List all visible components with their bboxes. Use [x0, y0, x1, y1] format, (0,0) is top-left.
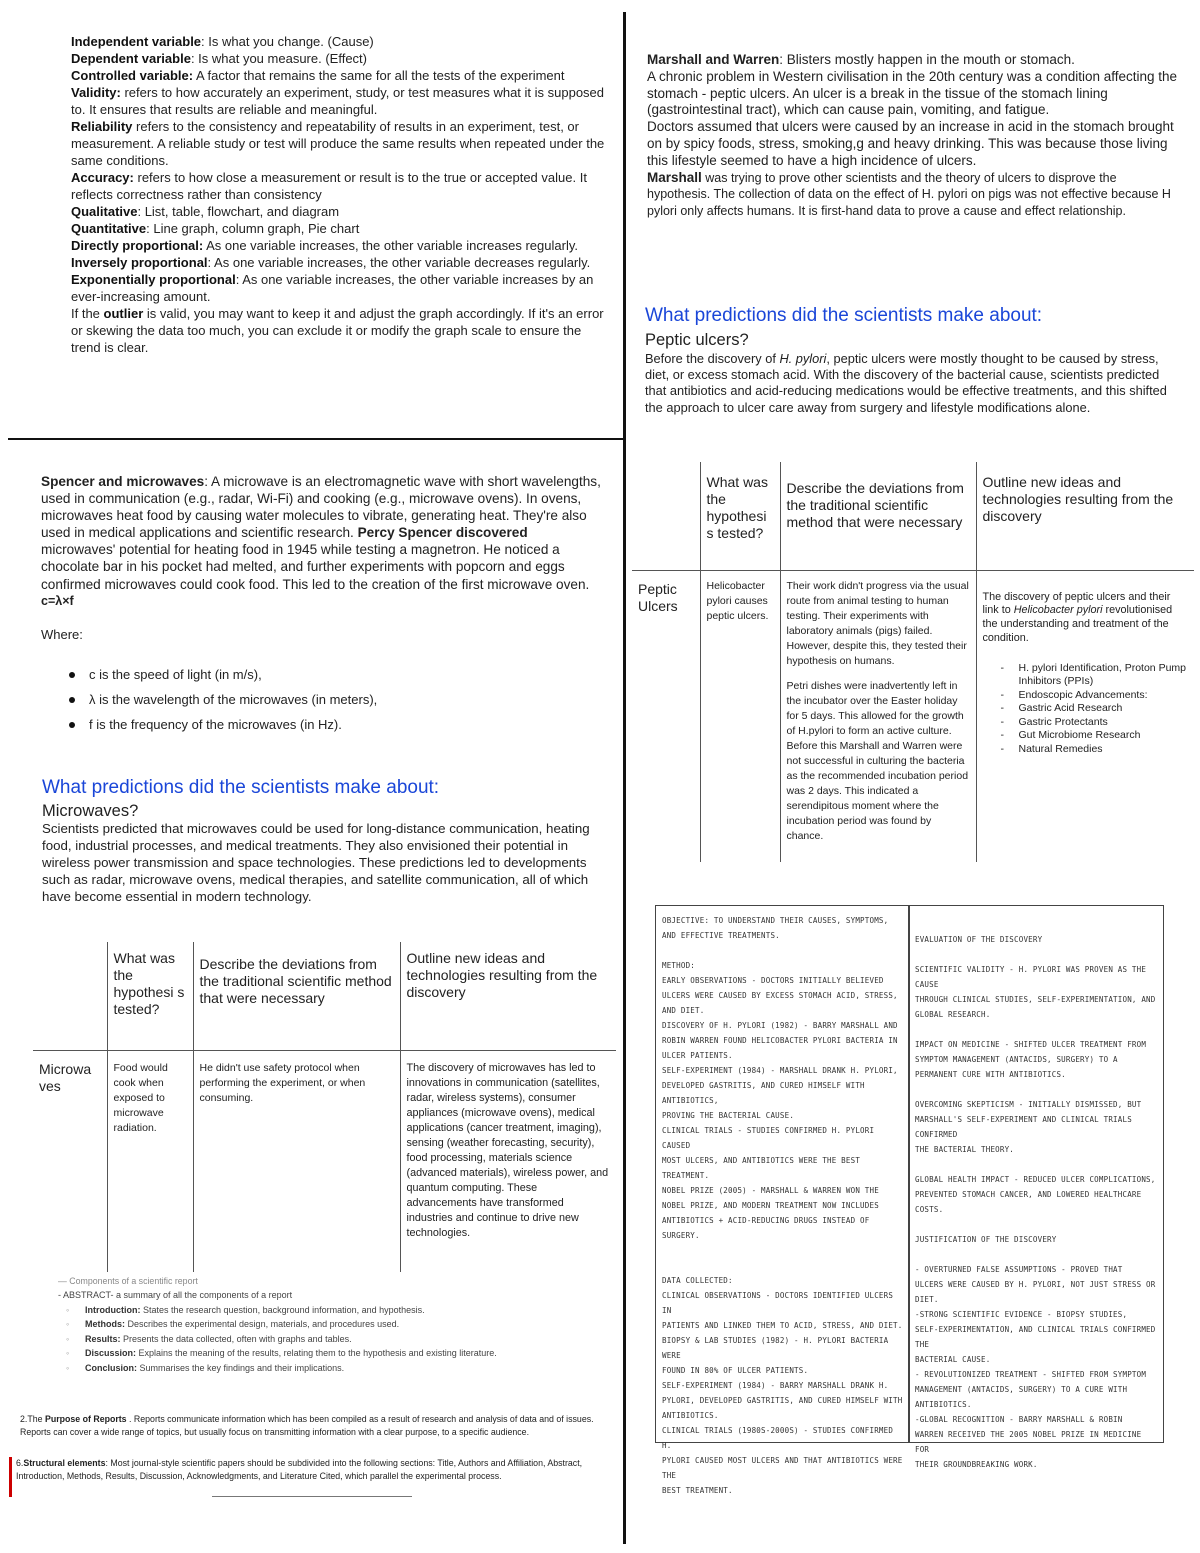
bullet-icon: ◦ [66, 1333, 70, 1344]
formula-bullet: c is the speed of light (in m/s), [41, 662, 601, 687]
definition-item: Accuracy: refers to how close a measurement or result is to the true or accepted value. It reflects correctness rather than consistency [71, 170, 587, 202]
note-line: METHOD: [662, 961, 696, 970]
ulcer-deviations: Their work didn't progress via the usual route from animal testing to human testing. Their experiments with laboratory animals (pigs) failed. However, despite this, they tested their hypothesis on humans. Petri dishes were inadvertently left in the incubator over the Easter holiday for 5 days. This allowed for the growth of H.pylori to form an active culture. Before this Marshall and Warren were not successful in culturing the bacteria as the recommended incubation period was 2 days. This indicated a serendipitous moment where the incubation period was found by chance. [780, 570, 976, 862]
definition-item: Directly proportional: As one variable increases, the other variable increases regularly. [71, 238, 578, 253]
notes-right-column [915, 932, 1159, 1472]
bullet-icon: ◦ [66, 1348, 70, 1358]
note-line [915, 1247, 1159, 1262]
microwave-prediction-block: What predictions did the scientists make about: Microwaves? Scientists predicted that microwaves could be used for long-distance communication, heating food, industrial processes, and medical treatments. They also envisioned their potential in wireless power transmission and space technologies. These predictions led to developments such as radar, microwave ovens, medical therapies, and satellite communication, all of which have become essential in modern technology. [42, 776, 607, 906]
micro-deviations: He didn't use safety protocol when performing the experiment, or when consuming. [193, 1050, 400, 1272]
peptic-ulcers-table [632, 462, 1194, 862]
ulcer-technology-item: - H. pylori Identification, Proton Pump Inhibitors (PPIs) [983, 662, 1189, 689]
note-line: MANAGEMENT (ANTACIDS, SURGERY) TO A CURE WITH [915, 1385, 1128, 1394]
note-line: SELF-EXPERIMENT (1984) - MARSHALL DRANK H. PYLORI, [662, 1066, 898, 1075]
note-line: CLINICAL OBSERVATIONS - DOCTORS IDENTIFIED ULCERS IN [662, 1291, 894, 1315]
note-line: PROVING THE BACTERIAL CAUSE. [662, 1111, 795, 1120]
notes-column-divider [908, 906, 910, 1442]
note-line: DIET. [915, 1295, 939, 1304]
definition-item: Controlled variable: A factor that remains the same for all the tests of the experiment [71, 68, 565, 83]
notes-left-column [662, 913, 906, 1498]
bullet-icon: ◦ [66, 1362, 70, 1373]
note-line: ANTIBIOTICS. [915, 1400, 972, 1409]
microwaves-table [33, 942, 616, 1272]
note-line: THE BACTERIAL THEORY. [915, 1145, 1015, 1154]
note-line [662, 943, 906, 958]
note-line: DISCOVERY OF H. PYLORI (1982) - BARRY MARSHALL AND [662, 1021, 898, 1030]
note-line: ANTIBIOTICS + ACID-REDUCING DRUGS INSTEAD OF SURGERY. [662, 1216, 870, 1240]
note-line: EVALUATION OF THE DISCOVERY [915, 935, 1043, 944]
note-line [915, 1157, 1159, 1172]
note-line [662, 1243, 906, 1258]
ulcers-prediction-heading: What predictions did the scientists make about: [645, 305, 1043, 326]
note-line: AND EFFECTIVE TREATMENTS. [662, 931, 780, 940]
note-line: NOBEL PRIZE (2005) - MARSHALL & WARREN WON THE [662, 1186, 879, 1195]
definition-item: Inversely proportional: As one variable increases, the other variable decreases regularly. [71, 255, 591, 270]
report-component-item: ◦ Conclusion: Summarises the key findings and their implications. [58, 1361, 578, 1376]
ulcer-header-outline: Outline new ideas and technologies resulting from the discovery [976, 462, 1194, 570]
ulcer-outline: The discovery of peptic ulcers and their link to Helicobacter pylori revolutionised the understanding and treatment of the condition. - H. pylori Identification, Proton Pump Inhibitors (PPIs) - Endoscopic Advancements: - Gastric Acid Research - Gastric Protectants - Gut Microbiome Research - Natural Remedies [976, 570, 1194, 862]
definition-item: Exponentially proportional: As one variable increases, the other variable increases by an ever-increasing amount. [71, 272, 594, 304]
note-line: CLINICAL TRIALS - STUDIES CONFIRMED H. PYLORI CAUSED [662, 1126, 875, 1150]
note-line: AND DIET. [662, 1006, 705, 1015]
micro-header-outline: Outline new ideas and technologies resulting from the discovery [400, 942, 616, 1050]
note-line: COSTS. [915, 1205, 944, 1214]
bullet-icon: ◦ [66, 1304, 70, 1315]
note-line: MOST ULCERS, AND ANTIBIOTICS WERE THE BEST TREATMENT. [662, 1156, 861, 1180]
note-line: - OVERTURNED FALSE ASSUMPTIONS - PROVED THAT [915, 1265, 1123, 1274]
ulcers-prediction-block: What predictions did the scientists make about: Peptic ulcers? Before the discovery of H. pylori, peptic ulcers were mostly thought to be caused by stress, diet, or excess stomach acid. With the discovery of the bacterial cause, scientists predicted that antibiotics and acid-reducing medications would be effective treatments, and this shifted the approach to ulcer care away from surgery and lifestyle modifications alone. [645, 304, 1180, 416]
note-line [915, 1217, 1159, 1232]
definitions-block [71, 33, 606, 356]
note-line: THEIR GROUNDBREAKING WORK. [915, 1460, 1038, 1469]
report-component-item: ◦ Results: Presents the data collected, often with graphs and tables. [58, 1332, 578, 1347]
ulcer-hypothesis: Helicobacter pylori causes peptic ulcers. [700, 570, 780, 862]
micro-row-label: Microwa ves [33, 1050, 107, 1272]
definition-item: Independent variable: Is what you change. (Cause) [71, 34, 374, 49]
note-line: - REVOLUTIONIZED TREATMENT - SHIFTED FROM SYMPTOM [915, 1370, 1147, 1379]
report-component-item: ◦ Discussion: Explains the meaning of the results, relating them to the hypothesis and existing literature. [58, 1346, 578, 1361]
note-line: PYLORI CAUSED MOST ULCERS AND THAT ANTIBIOTICS WERE THE [662, 1456, 903, 1480]
note-line: DEVELOPED GASTRITIS, AND CURED HIMSELF WITH ANTIBIOTICS, [662, 1081, 865, 1105]
formula-bullet: λ is the wavelength of the microwaves (in meters), [41, 687, 601, 712]
note-line: WARREN RECEIVED THE 2005 NOBEL PRIZE IN MEDICINE FOR [915, 1430, 1142, 1454]
ulcers-prediction-subheading: Peptic ulcers? [645, 331, 749, 349]
outlier-note: If the outlier is valid, you may want to keep it and adjust the graph accordingly. If it's an error or skewing the data too much, you can exclude it or modify the graph scale to ensure the trend is clear. [71, 306, 604, 355]
note-line: SELF-EXPERIMENT (1984) - BARRY MARSHALL DRANK H. [662, 1381, 889, 1390]
purpose-of-reports: 2.The Purpose of Reports . Reports communicate information which has been compiled as a result of research and analysis of data and of issues. Reports can cover a wide range of topics, but usually focus on transmitting information with a clear purpose, to a specific audience. [20, 1414, 594, 1437]
bullet-icon: ◦ [66, 1319, 70, 1329]
ulcer-header-deviations: Describe the deviations from the traditional scientific method that were necessary [780, 462, 976, 570]
note-line: PREVENTED STOMACH CANCER, AND LOWERED HEALTHCARE [915, 1190, 1142, 1199]
note-line: PYLORI, DEVELOPED GASTRITIS, AND CURED HIMSELF WITH [662, 1396, 903, 1405]
where-label: Where: [41, 626, 83, 642]
note-line [915, 1022, 1159, 1037]
definition-item: Validity: refers to how accurately an experiment, study, or test measures what it is supposed to. It ensures that results are reliable and meaningful. [71, 85, 605, 117]
marshall-warren-block: Marshall and Warren: Blisters mostly happen in the mouth or stomach. A chronic problem in Western civilisation in the 20th century was a condition affecting the stomach - peptic ulcers. An ulcer is a break in the tissue of the stomach lining (gastrointestinal tract), which can cause pain, vomiting, and fatigue. Doctors assumed that ulcers were caused by an increase in acid in the stomach brought on by spicy foods, stress, smoking,g and heavy drinking. This was because those living this lifestyle seemed to have a high incidence of ulcers. Marshall was trying to prove other scientists and the theory of ulcers to disprove the hypothesis. The collection of data on the effect of H. pylori on pigs was not effective because H pylori only affects humans. It is first-hand data to prove a cause and effect relationship. [647, 52, 1178, 218]
underline-rule [212, 1496, 412, 1497]
microwave-prediction-heading: What predictions did the scientists make about: [42, 777, 440, 798]
wave-formula: c=λ×f [41, 593, 74, 608]
note-line: GLOBAL HEALTH IMPACT - REDUCED ULCER COMPLICATIONS, [915, 1175, 1156, 1184]
note-line [662, 1258, 906, 1273]
note-line: FOUND IN 80% OF ULCER PATIENTS. [662, 1366, 809, 1375]
note-line: -GLOBAL RECOGNITION - BARRY MARSHALL & ROBIN [915, 1415, 1123, 1424]
note-line: DATA COLLECTED: [662, 1276, 733, 1285]
abstract-line: - ABSTRACT- a summary of all the components of a report [58, 1290, 293, 1300]
note-line: SCIENTIFIC VALIDITY - H. PYLORI WAS PROVEN AS THE CAUSE [915, 965, 1147, 989]
micro-header-hypothesis: What was the hypothesi s tested? [107, 942, 193, 1050]
ulcer-technology-item: - Endoscopic Advancements: [983, 689, 1189, 703]
report-components: — Components of a scientific report - ABSTRACT- a summary of all the components of a report ◦ Introduction: States the research question, background information, and hypothesis. ◦ Methods: Describes the experimental design, materials, and procedures used. ◦ Results: Presents the data collected, often with graphs and tables. ◦ Discussion: Explains the meaning of the results, relating them to the hypothesis and existing literature. ◦ Conclusion: Summarises the key findings and their implications. [58, 1276, 578, 1375]
handwritten-notes-box [655, 905, 1164, 1495]
note-line: BACTERIAL CAUSE. [915, 1355, 991, 1364]
micro-outline: The discovery of microwaves has led to innovations in communication (satellites, radar, wireless systems), consumer appliances (microwave ovens), medical applications (cancer treatment, imaging), sensing (weather forecasting, security), food processing, materials science (advanced materials), wireless power, and quantum computing. These advancements have transformed industries and continue to drive new technologies. [400, 1050, 616, 1272]
note-line: IMPACT ON MEDICINE - SHIFTED ULCER TREATMENT FROM [915, 1040, 1147, 1049]
note-line: CLINICAL TRIALS (1980S-2000S) - STUDIES CONFIRMED H. [662, 1426, 894, 1450]
note-line [915, 947, 1159, 962]
note-line: PATIENTS AND LINKED THEM TO ACID, STRESS, AND DIET. [662, 1321, 903, 1330]
note-line: SYMPTOM MANAGEMENT (ANTACIDS, SURGERY) TO A [915, 1055, 1118, 1064]
spencer-block: Spencer and microwaves: A microwave is an electromagnetic wave with short wavelengths, used in communication (e.g., radar, Wi-Fi) and cooking (e.g., microwave ovens). In ovens, microwaves heat food by causing water molecules to vibrate, generating heat. They're also used in medical applications and scientific research. Percy Spencer discovered microwaves' potential for heating food in 1945 while testing a magnetron. He noticed a chocolate bar in his pocket had melted, and further experiments with popcorn and eggs confirmed microwaves could cook food. This led to the creation of the first microwave oven. c=λ×f Where: c is the speed of light (in m/s), λ is the wavelength of the microwaves (in meters), f is the frequency of the microwaves (in Hz). [41, 473, 601, 737]
note-line: ANTIBIOTICS. [662, 1411, 719, 1420]
definition-item: Reliability refers to the consistency and repeatability of results in an experiment, test, or measurement. A reliable study or test will produce the same results when repeated under the same conditions. [71, 119, 605, 168]
report-component-item: ◦ Introduction: States the research question, background information, and hypothesis. [58, 1303, 578, 1318]
report-component-item: ◦ Methods: Describes the experimental design, materials, and procedures used. [58, 1317, 578, 1332]
column-divider [623, 12, 626, 1544]
note-line: ULCER PATIENTS. [662, 1051, 733, 1060]
note-line: BIOPSY & LAB STUDIES (1982) - H. PYLORI BACTERIA WERE [662, 1336, 889, 1360]
micro-header-deviations: Describe the deviations from the traditional scientific method that were necessary [193, 942, 400, 1050]
microwave-prediction-subheading: Microwaves? [42, 802, 139, 820]
note-line: THROUGH CLINICAL STUDIES, SELF-EXPERIMENTATION, AND [915, 995, 1156, 1004]
definition-item: Quantitative: Line graph, column graph, Pie chart [71, 221, 360, 236]
ulcer-technology-item: - Gastric Acid Research [983, 702, 1189, 716]
definition-item: Qualitative: List, table, flowchart, and diagram [71, 204, 340, 219]
note-line: PERMANENT CURE WITH ANTIBIOTICS. [915, 1070, 1066, 1079]
note-line: ULCERS WERE CAUSED BY EXCESS STOMACH ACID, STRESS, [662, 991, 898, 1000]
note-line: EARLY OBSERVATIONS - DOCTORS INITIALLY BELIEVED [662, 976, 884, 985]
formula-bullet: f is the frequency of the microwaves (in Hz). [41, 712, 601, 737]
ulcer-technology-item: - Gastric Protectants [983, 716, 1189, 730]
note-line: BEST TREATMENT. [662, 1486, 733, 1495]
note-line: OVERCOMING SKEPTICISM - INITIALLY DISMISSED, BUT [915, 1100, 1142, 1109]
note-line: ROBIN WARREN FOUND HELICOBACTER PYLORI BACTERIA IN [662, 1036, 898, 1045]
note-line: GLOBAL RESEARCH. [915, 1010, 991, 1019]
micro-hypothesis: Food would cook when exposed to microwave radiation. [107, 1050, 193, 1272]
red-margin-marker [9, 1457, 12, 1497]
ulcer-row-label: Peptic Ulcers [632, 570, 700, 862]
section-divider [8, 438, 624, 440]
note-line: SELF-EXPERIMENTATION, AND CLINICAL TRIALS CONFIRMED THE [915, 1325, 1156, 1349]
note-line: JUSTIFICATION OF THE DISCOVERY [915, 1235, 1057, 1244]
ulcer-technology-item: - Natural Remedies [983, 743, 1189, 757]
note-line: -STRONG SCIENTIFIC EVIDENCE - BIOPSY STUDIES, [915, 1310, 1128, 1319]
note-line [915, 1082, 1159, 1097]
note-line: NOBEL PRIZE, AND MODERN TREATMENT NOW INCLUDES [662, 1201, 879, 1210]
definition-item: Dependent variable: Is what you measure. (Effect) [71, 51, 367, 66]
ulcer-header-hypothesis: What was the hypothesi s tested? [700, 462, 780, 570]
ulcer-technology-item: - Gut Microbiome Research [983, 729, 1189, 743]
structural-elements: 6.Structural elements: Most journal-style scientific papers should be subdivided into the following sections: Title, Authors and Affiliation, Abstract, Introduction, Methods, Results, Discussion, Acknowledgments, and Literature Cited, which parallel the experimental process. [16, 1458, 583, 1481]
note-line: OBJECTIVE: TO UNDERSTAND THEIR CAUSES, SYMPTOMS, [662, 916, 889, 925]
note-line: ULCERS WERE CAUSED BY H. PYLORI, NOT JUST STRESS OR [915, 1280, 1156, 1289]
note-line: MARSHALL'S SELF-EXPERIMENT AND CLINICAL TRIALS CONFIRMED [915, 1115, 1132, 1139]
